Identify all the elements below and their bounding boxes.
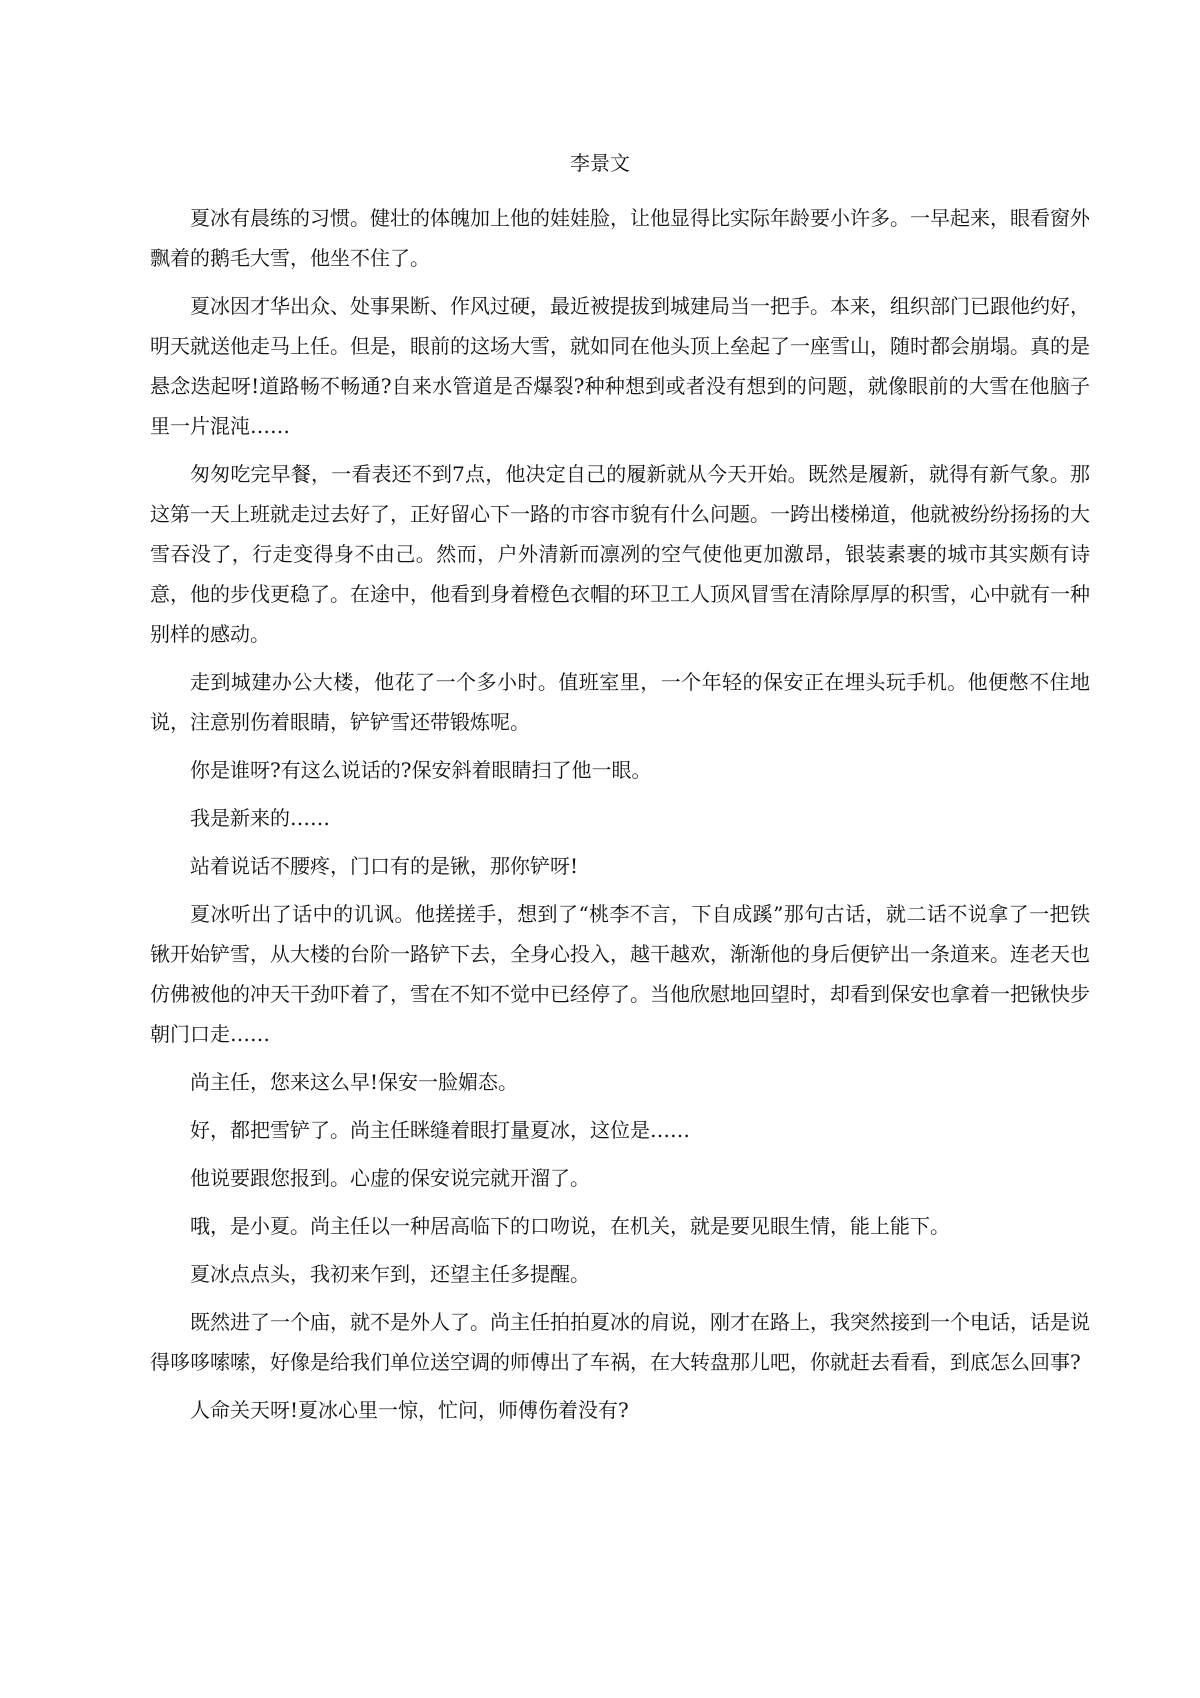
paragraph: 哦，是小夏。尚主任以一种居高临下的口吻说，在机关，就是要见眼生情，能上能下。 — [190, 1214, 950, 1238]
story-body — [150, 198, 1090, 1438]
paragraph: 好，都把雪铲了。尚主任眯缝着眼打量夏冰，这位是…… — [190, 1118, 690, 1142]
paragraph: 走到城建办公大楼，他花了一个多小时。值班室里，一个年轻的保安正在埋头玩手机。他便憋不住地说，注意别伤着眼睛，铲铲雪还带锻炼呢。 — [150, 670, 1090, 734]
paragraph: 我是新来的…… — [190, 806, 330, 830]
paragraph: 夏冰听出了话中的讥讽。他搓搓手，想到了“桃李不言，下自成蹊”那句古话，就二话不说拿了一把铁锹开始铲雪，从大楼的台阶一路铲下去，全身心投入，越干越欢，渐渐他的身后便铲出一条道来。连老天也仿佛被他的冲天干劲吓着了，雪在不知不觉中已经停了。当他欣慰地回望时，却看到保安也拿着一把锹快步朝门口走…… — [150, 902, 1090, 1046]
paragraph: 他说要跟您报到。心虚的保安说完就开溜了。 — [190, 1166, 590, 1190]
paragraph: 匆匆吃完早餐，一看表还不到7点，他决定自己的履新就从今天开始。既然是履新，就得有新气象。那这第一天上班就走过去好了，正好留心下一路的市容市貌有什么问题。一跨出楼梯道，他就被纷纷扬扬的大雪吞没了，行走变得身不由己。然而，户外清新而凛冽的空气使他更加激昂，银装素裹的城市其实颇有诗意，他的步伐更稳了。在途中，他看到身着橙色衣帽的环卫工人顶风冒雪在清除厚厚的积雪，心中就有一种别样的感动。 — [150, 462, 1090, 646]
paragraph: 尚主任，您来这么早!保安一脸媚态。 — [190, 1070, 519, 1094]
author-name: 李景文 — [570, 151, 630, 175]
paragraph: 人命关天呀!夏冰心里一惊，忙问，师傅伤着没有? — [190, 1398, 629, 1422]
paragraph: 夏冰因才华出众、处事果断、作风过硬，最近被提拔到城建局当一把手。本来，组织部门已跟他约好，明天就送他走马上任。但是，眼前的这场大雪，就如同在他头顶上垒起了一座雪山，随时都会崩塌。真的是悬念迭起呀!道路畅不畅通?自来水管道是否爆裂?种种想到或者没有想到的问题，就像眼前的大雪在他脑子里一片混沌…… — [150, 294, 1090, 438]
paragraph: 站着说话不腰疼，门口有的是锹，那你铲呀! — [190, 854, 579, 878]
paragraph: 夏冰有晨练的习惯。健壮的体魄加上他的娃娃脸，让他显得比实际年龄要小许多。一早起来，眼看窗外飘着的鹅毛大雪，他坐不住了。 — [150, 206, 1090, 270]
paragraph: 你是谁呀?有这么说话的?保安斜着眼睛扫了他一眼。 — [190, 758, 652, 782]
paragraph: 既然进了一个庙，就不是外人了。尚主任拍拍夏冰的肩说，刚才在路上，我突然接到一个电话，话是说得哆哆嗦嗦，好像是给我们单位送空调的师傅出了车祸，在大转盘那儿吧，你就赶去看看，到底怎么回事? — [150, 1310, 1090, 1374]
paragraph: 夏冰点点头，我初来乍到，还望主任多提醒。 — [190, 1262, 590, 1286]
